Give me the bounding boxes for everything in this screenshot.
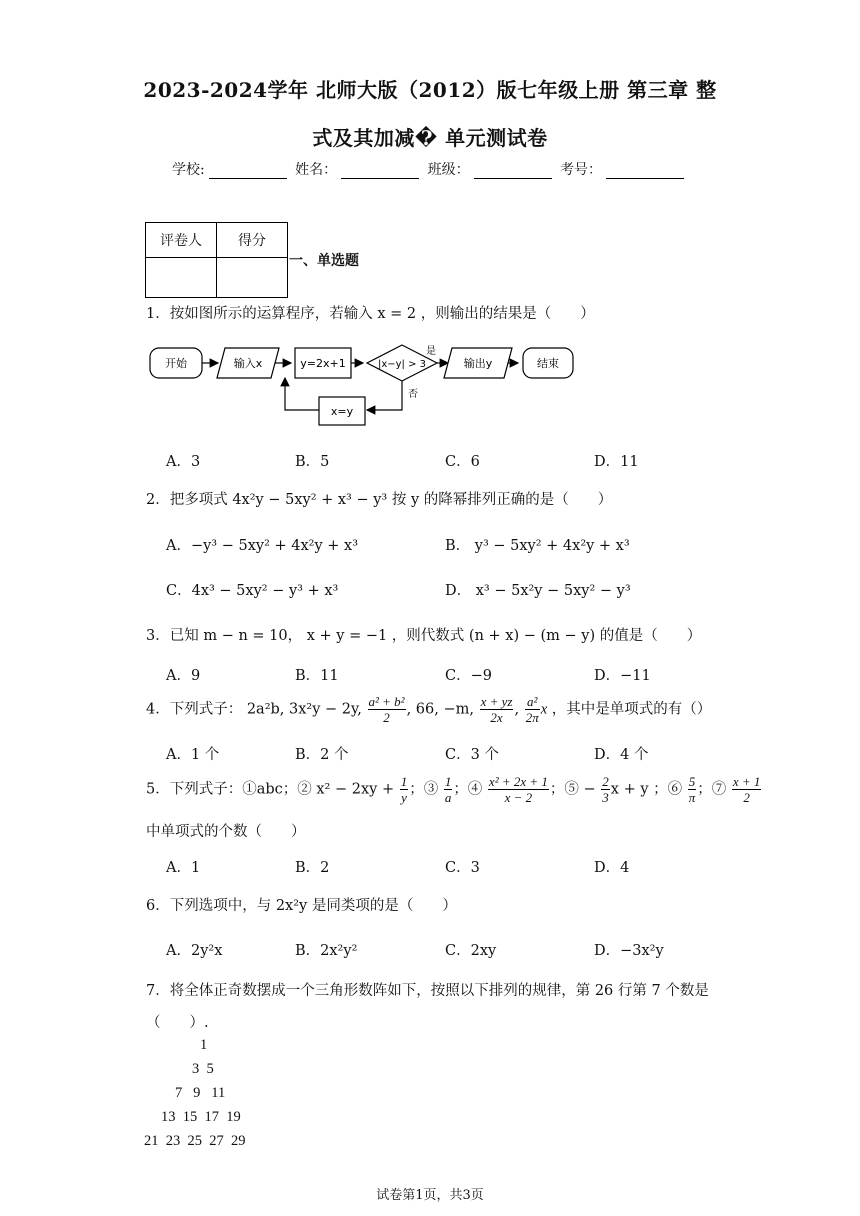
q4-suffix: ，其中是单项式的有（）: [551, 701, 712, 718]
q1-option-d[interactable]: D．11: [594, 454, 639, 470]
q5-part-d: ；⑤ −: [549, 781, 596, 798]
flow-start-label: 开始: [165, 357, 187, 370]
grader-header: 评卷人: [146, 223, 217, 258]
q3-option-b[interactable]: B．11: [295, 668, 339, 684]
question-5: [146, 774, 762, 805]
q4-option-c[interactable]: C．3 个: [445, 747, 499, 763]
q5-part-b: ；③: [409, 781, 439, 798]
q3-option-c[interactable]: C．−9: [445, 668, 492, 684]
q2-option-d[interactable]: D． x³ − 5x²y − 5xy² − y³: [445, 583, 631, 599]
q5-option-a[interactable]: A．1: [166, 860, 201, 876]
q5-fraction-3: $\frac{\text{x² + 2x + 1}}{x - 2}$: [488, 774, 548, 805]
q4-fraction-1: $\frac{\text{a² + b²}}{2}$: [368, 694, 405, 725]
q4-option-a[interactable]: A．1 个: [166, 747, 220, 763]
q1-option-b[interactable]: B．5: [295, 454, 330, 470]
q1-option-a[interactable]: A．3: [166, 454, 201, 470]
question-5-line2: 中单项式的个数（ ）: [146, 824, 306, 840]
flow-input-label: 输入x: [233, 357, 263, 370]
flowchart: [145, 340, 585, 432]
school-label: 学校:: [171, 162, 205, 178]
q4-option-b[interactable]: B．2 个: [295, 747, 349, 763]
triangle-row-5: 21 23 25 27 29: [144, 1133, 246, 1149]
triangle-row-3: 7 9 11: [175, 1085, 226, 1101]
q2-option-a[interactable]: A．−y³ − 5xy² + 4x²y + x³: [166, 538, 359, 554]
question-7: 7．将全体正奇数摆成一个三角形数阵如下，按照以下排列的规律，第 26 行第 7 个数是: [146, 983, 709, 999]
question-1: 1．按如图所示的运算程序，若输入 x = 2 ，则输出的结果是（ ）: [146, 306, 595, 322]
q6-option-b[interactable]: B．2x²y²: [295, 943, 358, 959]
flow-yes-label: 是: [426, 346, 436, 357]
q6-option-a[interactable]: A．2y²x: [166, 943, 223, 959]
q5-fraction-1: $\frac{1}{y}$: [400, 774, 408, 805]
exam-number-blank[interactable]: [606, 164, 684, 179]
score-cell: [217, 258, 288, 298]
school-blank[interactable]: [209, 164, 287, 179]
q5-part-f: ；⑦: [697, 781, 727, 798]
name-label: 姓名：: [295, 162, 338, 178]
q5-part-c: ；④: [453, 781, 483, 798]
q6-option-d[interactable]: D．−3x²y: [594, 943, 664, 959]
q4-prefix: 4．下列式子： 2a²b, 3x²y − 2y,: [146, 701, 362, 718]
flow-no-label: 否: [408, 389, 418, 400]
student-info-row: [0, 159, 860, 179]
q5-part-a: 5．下列式子：①abc；② x² − 2xy +: [146, 781, 395, 798]
flow-end-label: 结束: [537, 357, 559, 370]
q3-option-a[interactable]: A．9: [166, 668, 201, 684]
q5-fraction-4: $\frac{2}{3}$: [602, 774, 609, 805]
question-2: 2．把多项式 4x²y − 5xy² + x³ − y³ 按 y 的降幂排列正确的是（ ）: [146, 492, 613, 508]
q2-option-c[interactable]: C．4x³ − 5xy² − y³ + x³: [166, 583, 339, 599]
exam-title-line2: 式及其加减� 单元测试卷: [312, 126, 548, 150]
q4-fraction-2: $\frac{x + yz}{2x}$: [480, 694, 513, 725]
flow-calc-label: y=2x+1: [300, 357, 346, 370]
q4-fraction-3: $\frac{\text{a²}}{2\pi}$: [525, 694, 539, 725]
score-table: [145, 222, 288, 298]
question-3: 3．已知 m − n = 10， x + y = −1 ，则代数式 (n + x) − (m − y) 的值是（ ）: [146, 628, 702, 644]
flow-condition-label: |x−y| > 3: [377, 359, 427, 370]
q3-option-d[interactable]: D．−11: [594, 668, 651, 684]
q4-mid: , 66, −m,: [406, 701, 474, 718]
flow-output-label: 输出y: [463, 357, 493, 370]
exam-title-line1: 2023-2024学年 北师大版（2012）版七年级上册 第三章 整: [143, 78, 717, 102]
question-4: 4．下列式子： 2a²b, 3x²y − 2y, $\frac{\text{a² + b²}}{2}$ , 66, −m, $\frac{x + yz}{2x}$ , $\frac{\text{a²}}{2\pi}$ x ，其中是单项式的有（）: [146, 694, 712, 725]
q5-option-d[interactable]: D．4: [594, 860, 630, 876]
page-footer: 试卷第1页，共3页: [376, 1188, 484, 1203]
q5-option-c[interactable]: C．3: [445, 860, 480, 876]
triangle-row-1: 1: [200, 1037, 208, 1053]
name-blank[interactable]: [341, 164, 419, 179]
triangle-row-2: 3 5: [192, 1061, 214, 1077]
class-label: 班级：: [427, 162, 470, 178]
q5-fraction-6: $\frac{x + 1}{2}$: [732, 774, 761, 805]
q4-option-d[interactable]: D．4 个: [594, 747, 649, 763]
exam-number-label: 考号：: [560, 162, 603, 178]
triangle-row-4: 13 15 17 19: [161, 1109, 241, 1125]
question-7-line2: （ ）.: [146, 1015, 209, 1031]
class-blank[interactable]: [474, 164, 552, 179]
flow-loop-label: x=y: [330, 405, 354, 418]
q1-option-c[interactable]: C．6: [445, 454, 480, 470]
grader-cell: [146, 258, 217, 298]
question-6: 6．下列选项中，与 2x²y 是同类项的是（ ）: [146, 898, 457, 914]
q5-fraction-5: $\frac{5}{\pi}$: [688, 774, 696, 805]
q5-part-e: x + y ；⑥: [610, 781, 683, 798]
q2-option-b[interactable]: B． y³ − 5xy² + 4x²y + x³: [445, 538, 630, 554]
score-header: 得分: [217, 223, 288, 258]
q6-option-c[interactable]: C．2xy: [445, 943, 497, 959]
q5-option-b[interactable]: B．2: [295, 860, 330, 876]
q5-fraction-2: $\frac{1}{a}$: [444, 774, 452, 805]
section-heading: 一、单选题: [289, 253, 359, 269]
